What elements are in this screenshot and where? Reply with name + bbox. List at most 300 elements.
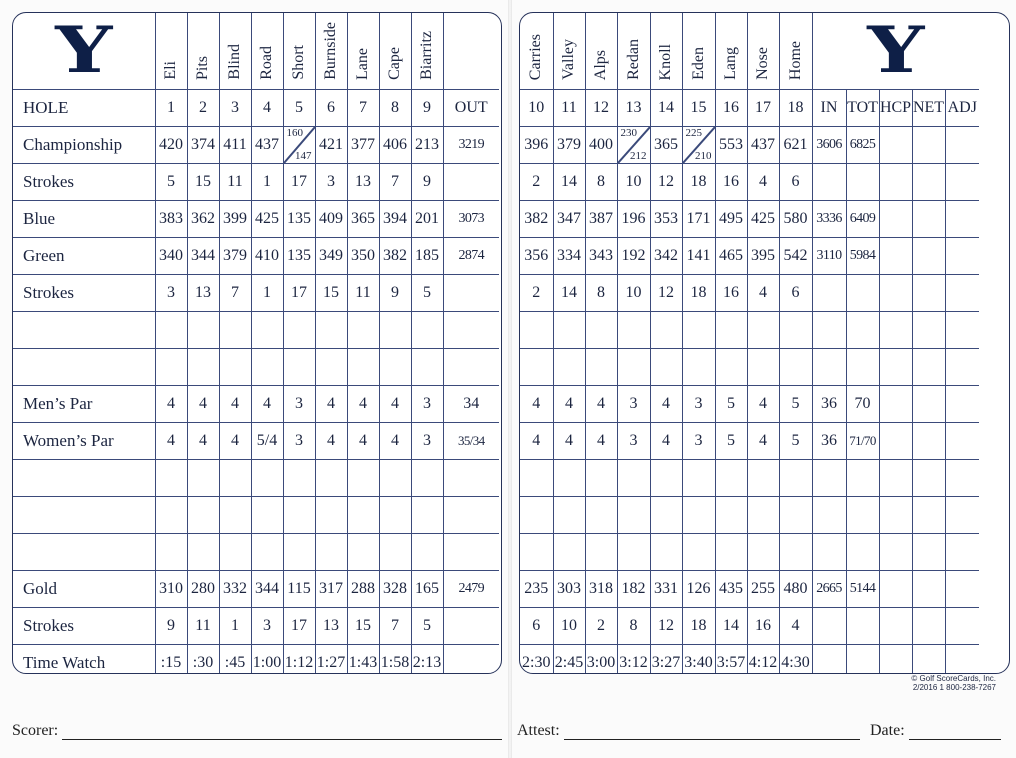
- total-cell: 2479: [443, 571, 499, 608]
- total-cell: [879, 127, 912, 164]
- hole-cell: 5: [411, 608, 443, 645]
- hole-cell: [682, 312, 715, 349]
- hole-cell: 12: [650, 608, 682, 645]
- hole-cell: 7: [379, 164, 411, 201]
- hole-cell: 10: [520, 90, 553, 127]
- hole-cell: 5/4: [251, 423, 283, 460]
- total-cell: [846, 312, 879, 349]
- total-cell: OUT: [443, 90, 499, 127]
- hole-name-text: Blind: [226, 44, 243, 80]
- hole-name-text: Lang: [722, 47, 739, 80]
- hole-name: [411, 13, 443, 90]
- hole-cell: 4: [747, 164, 779, 201]
- hole-name-text: Valley: [560, 39, 577, 80]
- hole-cell: [187, 349, 219, 386]
- hole-cell: [315, 460, 347, 497]
- hole-cell: 3: [682, 386, 715, 423]
- score-row: [13, 534, 499, 571]
- total-cell: [945, 386, 979, 423]
- hole-cell: [650, 497, 682, 534]
- hole-cell: [283, 127, 315, 164]
- hole-cell: [715, 312, 747, 349]
- total-cell: [879, 645, 912, 675]
- total-cell: [879, 497, 912, 534]
- total-cell: [912, 201, 945, 238]
- row-label: Championship: [13, 127, 155, 164]
- hole-cell: [219, 312, 251, 349]
- hole-cell: 4:30: [779, 645, 812, 675]
- hole-cell: 5: [411, 275, 443, 312]
- score-row: [13, 571, 499, 608]
- front-nine-panel: [12, 12, 502, 674]
- hole-cell: 14: [715, 608, 747, 645]
- hole-cell: [779, 497, 812, 534]
- hole-name: [650, 13, 682, 90]
- hole-cell: [747, 312, 779, 349]
- hole-cell: :30: [187, 645, 219, 675]
- hole-cell: 3: [411, 386, 443, 423]
- hole-cell: [219, 497, 251, 534]
- scorer-label: Scorer:: [12, 722, 59, 739]
- total-cell: [443, 645, 499, 675]
- hole-cell: 349: [315, 238, 347, 275]
- hole-cell: 365: [347, 201, 379, 238]
- total-cell: [443, 312, 499, 349]
- hole-cell: 6: [315, 90, 347, 127]
- hole-cell: [155, 349, 187, 386]
- total-cell: [879, 386, 912, 423]
- hole-name: [585, 13, 617, 90]
- row-label: Strokes: [13, 275, 155, 312]
- hole-cell: 14: [553, 275, 585, 312]
- hole-cell: 3:00: [585, 645, 617, 675]
- hole-cell: 382: [520, 201, 553, 238]
- total-cell: 3606: [812, 127, 846, 164]
- hole-cell: 2:30: [520, 645, 553, 675]
- hole-cell: 495: [715, 201, 747, 238]
- hole-cell: 4: [747, 275, 779, 312]
- total-cell: 71/70: [846, 423, 879, 460]
- hole-cell: 16: [715, 164, 747, 201]
- hole-cell: [283, 534, 315, 571]
- total-cell: [443, 349, 499, 386]
- hole-cell: [715, 460, 747, 497]
- score-row: [13, 275, 499, 312]
- total-cell: [879, 201, 912, 238]
- hole-cell: 4: [650, 423, 682, 460]
- hole-cell: [715, 534, 747, 571]
- hole-cell: 171: [682, 201, 715, 238]
- hole-cell: [155, 312, 187, 349]
- hole-cell: 126: [682, 571, 715, 608]
- hole-cell: [682, 534, 715, 571]
- hole-cell: 3:57: [715, 645, 747, 675]
- score-row: [13, 164, 499, 201]
- hole-name: [747, 13, 779, 90]
- hole-cell: [251, 312, 283, 349]
- hole-cell: [553, 312, 585, 349]
- total-cell: [912, 608, 945, 645]
- hole-cell: [379, 460, 411, 497]
- score-row: [13, 645, 499, 675]
- hole-cell: 3:27: [650, 645, 682, 675]
- scorer-signature: [12, 722, 502, 740]
- hole-name: [682, 13, 715, 90]
- hole-cell: [411, 349, 443, 386]
- hole-name: [219, 13, 251, 90]
- hole-cell: 7: [219, 275, 251, 312]
- hole-name-text: Home: [786, 40, 804, 80]
- hole-cell: 425: [747, 201, 779, 238]
- total-cell: 34: [443, 386, 499, 423]
- hole-cell: 12: [585, 90, 617, 127]
- hole-cell: [747, 349, 779, 386]
- hole-cell: 4: [779, 608, 812, 645]
- hole-cell: 135: [283, 201, 315, 238]
- hole-cell: 5: [155, 164, 187, 201]
- row-label: Women’s Par: [13, 423, 155, 460]
- score-row: [13, 423, 499, 460]
- hole-cell: 396: [520, 127, 553, 164]
- total-cell: [812, 349, 846, 386]
- total-cell: [846, 534, 879, 571]
- hole-cell: 4: [585, 386, 617, 423]
- hole-cell: 15: [682, 90, 715, 127]
- total-cell: 70: [846, 386, 879, 423]
- y-logo: Y: [55, 13, 113, 88]
- total-cell: [912, 497, 945, 534]
- hole-cell: 3: [617, 386, 650, 423]
- total-cell: [945, 608, 979, 645]
- date-line[interactable]: [909, 723, 1001, 740]
- hole-cell: 16: [715, 90, 747, 127]
- hole-cell: 4: [251, 386, 283, 423]
- score-row: [520, 423, 979, 460]
- hole-cell: [315, 534, 347, 571]
- total-cell: [912, 238, 945, 275]
- total-cell: [912, 164, 945, 201]
- hole-cell: 5: [283, 90, 315, 127]
- row-label: [13, 534, 155, 571]
- total-cell: [443, 460, 499, 497]
- hole-cell: 4: [347, 423, 379, 460]
- logo-cell: [812, 13, 979, 90]
- hole-name: [553, 13, 585, 90]
- hole-cell: 437: [251, 127, 283, 164]
- hole-cell: 374: [187, 127, 219, 164]
- hole-cell: 343: [585, 238, 617, 275]
- hole-cell: 2: [520, 164, 553, 201]
- hole-cell: 425: [251, 201, 283, 238]
- total-cell: 3073: [443, 201, 499, 238]
- total-cell: [945, 645, 979, 675]
- row-label: Green: [13, 238, 155, 275]
- hole-names-row: [13, 13, 499, 90]
- hole-cell: 621: [779, 127, 812, 164]
- row-label: [13, 312, 155, 349]
- hole-cell: 135: [283, 238, 315, 275]
- hole-cell: 347: [553, 201, 585, 238]
- hole-cell: [219, 534, 251, 571]
- total-cell: [912, 645, 945, 675]
- hole-cell: 9: [411, 90, 443, 127]
- score-row: [13, 201, 499, 238]
- score-row: [520, 164, 979, 201]
- total-cell: [945, 312, 979, 349]
- hole-cell: 303: [553, 571, 585, 608]
- hole-cell: 11: [219, 164, 251, 201]
- hole-cell: 409: [315, 201, 347, 238]
- hole-cell: 4: [315, 423, 347, 460]
- copyright-phone-line: 2/2016 1 800-238-7267: [912, 683, 996, 692]
- row-label: [13, 460, 155, 497]
- hole-cell: [411, 534, 443, 571]
- row-label: HOLE: [13, 90, 155, 127]
- hole-cell: [520, 534, 553, 571]
- hole-cell: 235: [520, 571, 553, 608]
- score-row: [13, 312, 499, 349]
- score-row: [13, 497, 499, 534]
- hole-cell: [520, 460, 553, 497]
- hole-name: [779, 13, 812, 90]
- hole-cell: [347, 349, 379, 386]
- hole-name: [283, 13, 315, 90]
- scorer-line[interactable]: [62, 723, 502, 740]
- hole-cell: 4: [187, 423, 219, 460]
- total-cell: [912, 534, 945, 571]
- hole-cell: 8: [585, 275, 617, 312]
- total-cell: [812, 275, 846, 312]
- row-label: [13, 349, 155, 386]
- hole-cell: [553, 497, 585, 534]
- hole-cell: [715, 349, 747, 386]
- hole-cell: 4: [155, 386, 187, 423]
- hole-cell: [347, 497, 379, 534]
- hole-cell: 6: [779, 275, 812, 312]
- score-row: [520, 90, 979, 127]
- attest-line[interactable]: [564, 723, 860, 740]
- hole-cell: 2: [585, 608, 617, 645]
- total-cell: [812, 608, 846, 645]
- hole-cell: 4: [747, 423, 779, 460]
- hole-cell: [347, 312, 379, 349]
- hole-cell: 3: [315, 164, 347, 201]
- hole-cell: 15: [315, 275, 347, 312]
- copyright-line: © Golf ScoreCards, Inc.: [911, 674, 996, 683]
- split-yardage-bottom: 210: [695, 150, 712, 162]
- hole-cell: :15: [155, 645, 187, 675]
- hole-cell: 4: [585, 423, 617, 460]
- hole-cell: [155, 460, 187, 497]
- copyright-notice: [880, 674, 996, 692]
- hole-cell: 542: [779, 238, 812, 275]
- hole-cell: 14: [553, 164, 585, 201]
- hole-cell: 318: [585, 571, 617, 608]
- total-cell: [846, 275, 879, 312]
- total-cell: [912, 275, 945, 312]
- score-row: [520, 349, 979, 386]
- hole-cell: [682, 497, 715, 534]
- total-cell: NET: [912, 90, 945, 127]
- blank-header-cell: [443, 13, 499, 90]
- hole-cell: 16: [747, 608, 779, 645]
- total-cell: [443, 534, 499, 571]
- hole-cell: 310: [155, 571, 187, 608]
- total-cell: [912, 460, 945, 497]
- hole-cell: 394: [379, 201, 411, 238]
- attest-signature: [517, 722, 860, 740]
- hole-cell: [315, 349, 347, 386]
- hole-cell: [617, 349, 650, 386]
- total-cell: [945, 275, 979, 312]
- hole-cell: [315, 497, 347, 534]
- hole-cell: [520, 312, 553, 349]
- hole-cell: [553, 349, 585, 386]
- hole-cell: 399: [219, 201, 251, 238]
- total-cell: [912, 312, 945, 349]
- hole-cell: 182: [617, 571, 650, 608]
- split-yardage-bottom: 147: [295, 150, 312, 162]
- hole-cell: 383: [155, 201, 187, 238]
- hole-cell: 350: [347, 238, 379, 275]
- hole-cell: [347, 534, 379, 571]
- hole-name: [617, 13, 650, 90]
- hole-cell: 4: [347, 386, 379, 423]
- total-cell: [945, 423, 979, 460]
- hole-cell: [617, 312, 650, 349]
- hole-cell: [379, 349, 411, 386]
- hole-cell: [617, 497, 650, 534]
- hole-cell: 18: [682, 164, 715, 201]
- hole-cell: 3:12: [617, 645, 650, 675]
- hole-cell: 15: [187, 164, 219, 201]
- hole-name: [155, 13, 187, 90]
- hole-cell: [520, 497, 553, 534]
- hole-cell: [617, 127, 650, 164]
- total-cell: [945, 497, 979, 534]
- hole-cell: 8: [617, 608, 650, 645]
- hole-cell: 3: [219, 90, 251, 127]
- hole-cell: [585, 349, 617, 386]
- score-row: [13, 608, 499, 645]
- hole-cell: 6: [520, 608, 553, 645]
- hole-name-text: Biarritz: [418, 31, 435, 80]
- score-row: [520, 275, 979, 312]
- hole-cell: [617, 534, 650, 571]
- hole-cell: 165: [411, 571, 443, 608]
- hole-cell: 382: [379, 238, 411, 275]
- hole-cell: 3: [251, 608, 283, 645]
- hole-cell: 4: [553, 423, 585, 460]
- hole-cell: 3: [411, 423, 443, 460]
- hole-cell: [553, 534, 585, 571]
- logo-cell: [13, 13, 155, 90]
- hole-cell: [747, 497, 779, 534]
- hole-cell: 395: [747, 238, 779, 275]
- hole-cell: [315, 312, 347, 349]
- total-cell: [879, 312, 912, 349]
- hole-cell: 334: [553, 238, 585, 275]
- hole-cell: 13: [617, 90, 650, 127]
- hole-cell: [283, 460, 315, 497]
- hole-cell: 4:12: [747, 645, 779, 675]
- hole-cell: 465: [715, 238, 747, 275]
- hole-cell: 4: [187, 386, 219, 423]
- hole-cell: 5: [779, 423, 812, 460]
- hole-cell: [347, 460, 379, 497]
- hole-cell: [219, 349, 251, 386]
- score-row: [520, 460, 979, 497]
- total-cell: 6409: [846, 201, 879, 238]
- hole-cell: 10: [553, 608, 585, 645]
- score-row: [520, 238, 979, 275]
- hole-cell: 9: [379, 275, 411, 312]
- hole-cell: [520, 349, 553, 386]
- hole-name-text: Eli: [162, 61, 179, 80]
- hole-cell: [283, 312, 315, 349]
- row-label: Strokes: [13, 608, 155, 645]
- total-cell: 6825: [846, 127, 879, 164]
- hole-cell: 362: [187, 201, 219, 238]
- total-cell: ADJ: [945, 90, 979, 127]
- hole-cell: 553: [715, 127, 747, 164]
- hole-cell: [187, 534, 219, 571]
- hole-cell: 17: [283, 164, 315, 201]
- hole-cell: 11: [553, 90, 585, 127]
- hole-cell: 8: [585, 164, 617, 201]
- hole-cell: [747, 460, 779, 497]
- total-cell: [812, 645, 846, 675]
- hole-cell: 141: [682, 238, 715, 275]
- score-row: [13, 238, 499, 275]
- hole-cell: [283, 349, 315, 386]
- score-row: [520, 127, 979, 164]
- hole-cell: 3: [283, 386, 315, 423]
- total-cell: HCP: [879, 90, 912, 127]
- total-cell: [945, 349, 979, 386]
- total-cell: [945, 127, 979, 164]
- hole-name-text: Eden: [689, 47, 707, 80]
- total-cell: [912, 386, 945, 423]
- hole-cell: 4: [379, 386, 411, 423]
- hole-cell: 11: [347, 275, 379, 312]
- hole-cell: [585, 497, 617, 534]
- total-cell: [912, 349, 945, 386]
- total-cell: 3336: [812, 201, 846, 238]
- hole-name-text: Knoll: [657, 43, 674, 80]
- score-row: [520, 645, 979, 675]
- hole-cell: [155, 497, 187, 534]
- score-row: [520, 386, 979, 423]
- hole-cell: 344: [251, 571, 283, 608]
- hole-cell: 353: [650, 201, 682, 238]
- hole-name: [315, 13, 347, 90]
- total-cell: [846, 645, 879, 675]
- hole-cell: 6: [779, 164, 812, 201]
- hole-cell: 18: [779, 90, 812, 127]
- hole-cell: 17: [283, 608, 315, 645]
- hole-cell: 13: [315, 608, 347, 645]
- hole-cell: 201: [411, 201, 443, 238]
- total-cell: [812, 497, 846, 534]
- hole-name-text: Nose: [754, 47, 771, 80]
- y-logo: Y: [867, 13, 925, 88]
- score-row: [520, 534, 979, 571]
- hole-name: [347, 13, 379, 90]
- total-cell: 2874: [443, 238, 499, 275]
- total-cell: [846, 164, 879, 201]
- hole-cell: 8: [379, 90, 411, 127]
